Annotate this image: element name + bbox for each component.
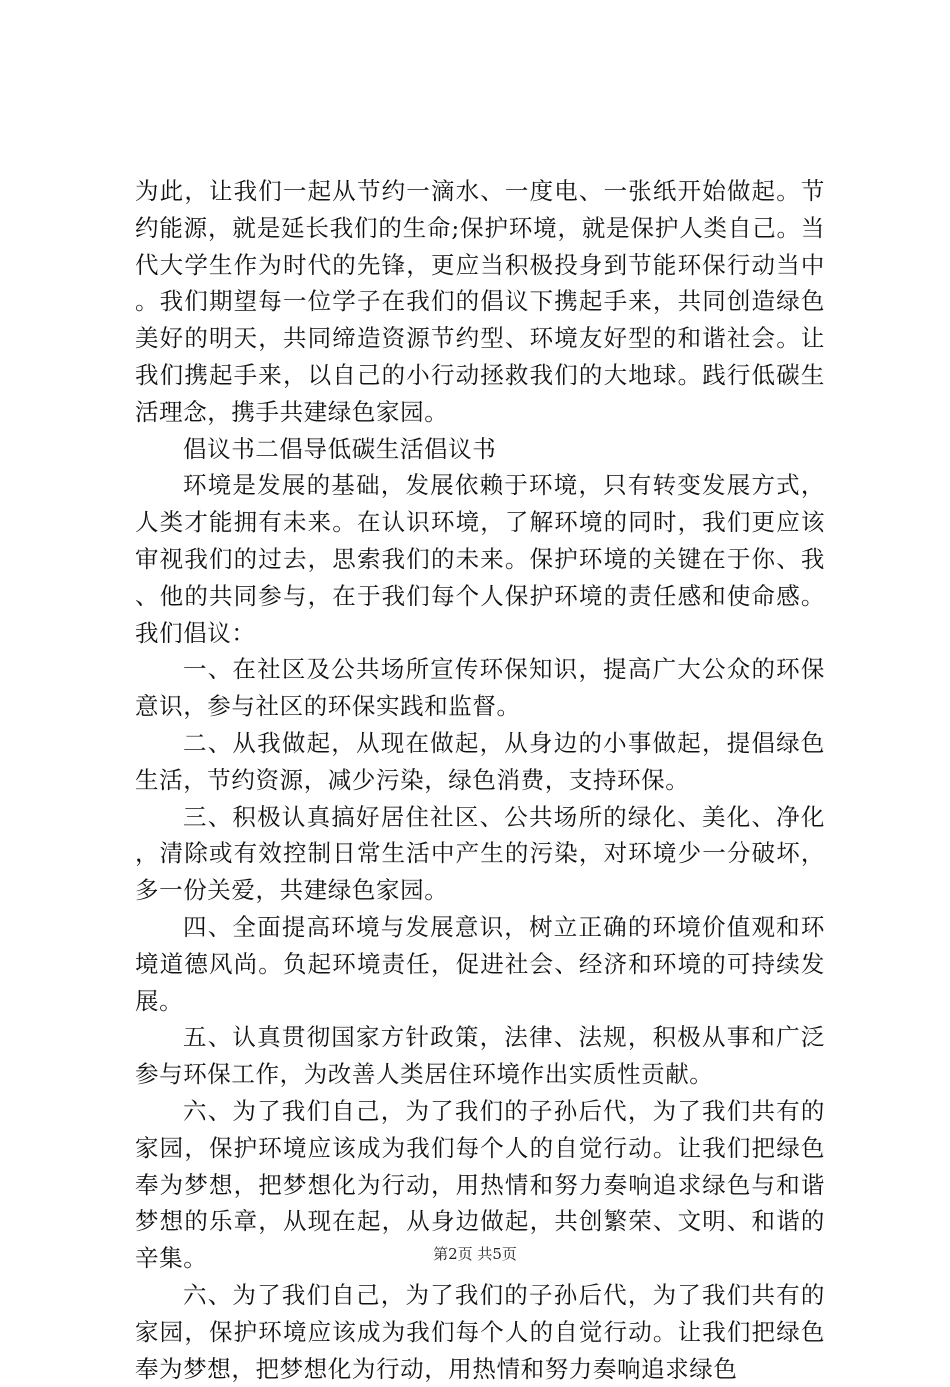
list-item-4: 四、全面提高环境与发展意识，树立正确的环境价值观和环境道德风尚。负起环境责任，促进社会、经济和环境的可持续发展。 <box>135 912 825 1015</box>
list-item-6-repeat: 六、为了我们自己，为了我们的子孙后代，为了我们共有的家园，保护环境应该成为我们每个人的自觉行动。让我们把绿色奉为梦想，把梦想化为行动，用热情和努力奏响追求绿色 <box>135 1280 825 1383</box>
paragraph-2: 环境是发展的基础，发展依赖于环境，只有转变发展方式，人类才能拥有未来。在认识环境，了解环境的同时，我们更应该审视我们的过去，思索我们的未来。保护环境的关键在于你、我、他的共同参与，在于我们每个人保护环境的责任感和使命感。我们倡议： <box>135 471 825 647</box>
paragraph-1: 为此，让我们一起从节约一滴水、一度电、一张纸开始做起。节约能源，就是延长我们的生命;保护环境，就是保护人类自己。当代大学生作为时代的先锋，更应当积极投身到节能环保行动当中。我们期望每一位学子在我们的倡议下携起手来，共同创造绿色美好的明天，共同缔造资源节约型、环境友好型的和谐社会。让我们携起手来，以自己的小行动拯救我们的大地球。践行低碳生活理念，携手共建绿色家园。 <box>135 177 825 426</box>
page-footer: 第2页 共5页 <box>433 1245 517 1263</box>
list-item-1: 一、在社区及公共场所宣传环保知识，提高广大公众的环保意识，参与社区的环保实践和监督。 <box>135 655 825 721</box>
list-item-3: 三、积极认真搞好居住社区、公共场所的绿化、美化、净化，清除或有效控制日常生活中产生的污染，对环境少一分破坏，多一份关爱，共建绿色家园。 <box>135 802 825 905</box>
section-heading: 倡议书二倡导低碳生活倡议书 <box>183 434 497 463</box>
list-item-2: 二、从我做起，从现在做起，从身边的小事做起，提倡绿色生活，节约资源，减少污染，绿色消费，支持环保。 <box>135 728 825 794</box>
document-body <box>135 173 825 1387</box>
list-item-5: 五、认真贯彻国家方针政策，法律、法规，积极从事和广泛参与环保工作，为改善人类居住环境作出实质性贡献。 <box>135 1023 825 1089</box>
list-item-6: 六、为了我们自己，为了我们的子孙后代，为了我们共有的家园，保护环境应该成为我们每个人的自觉行动。让我们把绿色奉为梦想，把梦想化为行动，用热情和努力奏响追求绿色与和谐梦想的乐章，从现在起，从身边做起，共创繁荣、文明、和谐的辛集。 <box>135 1096 825 1273</box>
